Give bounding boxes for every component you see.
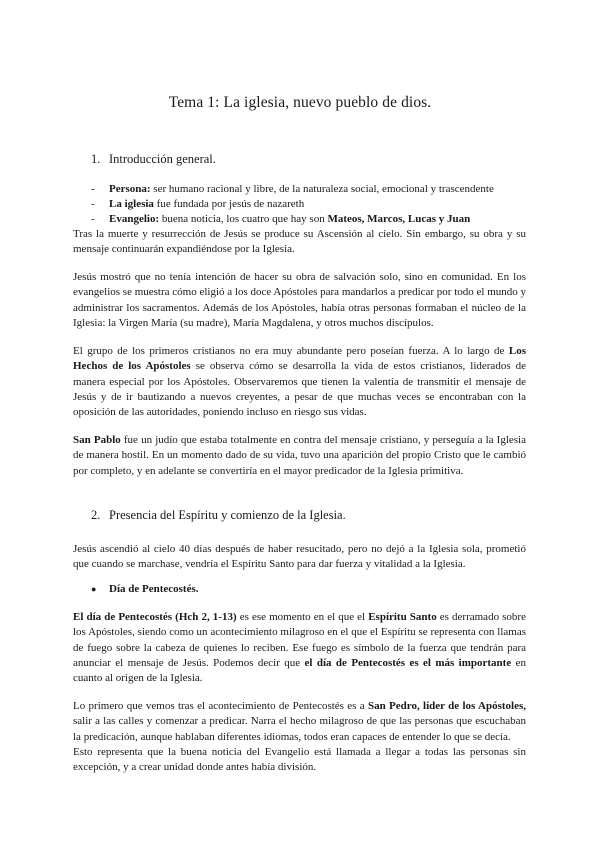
definition: buena noticia, los cuatro que hay son [159,213,328,225]
list-marker: - [91,198,95,210]
definition: ser humano racional y libre, de la naturaleza social, emocional y trascendente [150,183,494,195]
section-title: Introducción general. [109,152,216,166]
section-heading-2 [91,508,346,523]
section-number: 1. [91,152,101,166]
term: Persona: [109,183,151,195]
section-heading-1 [91,152,216,167]
sub-bullet-pentecost [91,583,199,595]
list-item [91,197,531,212]
list-item [91,182,531,197]
paragraph-san-pablo: San Pablo fue un judío que estaba totalmente en contra del mensaje cristiano, y perseguía a la Iglesia de manera hostil. En un momento dado de su vida, tuvo una aparición del propio Cristo que le cambió por completo, y en adelante se convertiría en el mayor predicador de la Iglesia primitiva. [73,434,526,477]
list-marker: - [91,183,95,195]
definition: fue fundada por jesús de nazareth [153,198,305,210]
paragraph-san-pedro: Lo primero que vemos tras el acontecimiento de Pentecostés es a San Pedro, líder de los Apóstoles, salir a las calles y comenzar a predicar. Narra el hecho milagroso de que las personas que escuchaban la predicación, aunque hablaban diferentes idiomas, todos eran capaces de entender lo que se decía. [73,700,526,743]
paragraph-first-christians: El grupo de los primeros cristianos no era muy abundante pero poseían fuerza. A lo largo de Los Hechos de los Apóstoles se observa cómo se desarrolla la vida de estos cristianos, liderados de manera especial por los Apóstoles. Observaremos que tienen la valentía de transmitir el mensaje de Jesús y de ir bautizando a nuevos creyentes, a pesar de que muchas veces se encontraban con la oposición de las autoridades, poniendo incluso en riesgo sus vidas. [73,345,526,419]
bullet-dot: ● [91,584,97,594]
section-title: Presencia del Espíritu y comienzo de la Iglesia. [109,508,346,522]
paragraph-pentecost: El día de Pentecostés (Hch 2, 1-13) es ese momento en el que el Espíritu Santo es derramado sobre los Apóstoles, siendo como un acontecimiento milagroso en el que el Espíritu se representa con llamas de fuego sobre la cabeza de quienes lo reciben. Ese fuego es símbolo de la fuerza que tendrán para anunciar el mensaje de Jesús. Podemos decir que el día de Pentecostés es el más importante en cuanto al origen de la Iglesia. [73,611,526,685]
list-item [91,212,531,227]
paragraph-gospel-unity: Esto representa que la buena noticia del Evangelio está llamada a llegar a todas las personas sin excepción, y a crear unidad donde antes había división. [73,746,526,774]
paragraph-ascension: Tras la muerte y resurrección de Jesús se produce su Ascensión al cielo. Sin embargo, su obra y su mensaje continuarán expandiéndose por la Iglesia. [73,228,526,256]
term: La iglesia [109,198,154,210]
paragraph-holy-spirit-promise: Jesús ascendió al cielo 40 días después de haber resucitado, pero no dejó a la Iglesia sola, prometió que cuando se marchase, vendría el Espíritu Santo para dar fuerza y vitalidad a la Iglesia. [73,543,526,571]
document-title: Tema 1: La iglesia, nuevo pueblo de dios. [168,94,432,111]
term: Evangelio: [109,213,160,225]
definition-list [91,182,531,227]
evangelists: Mateos, Marcos, Lucas y Juan [327,213,471,225]
list-marker: - [91,213,95,225]
paragraph-apostles: Jesús mostró que no tenía intención de hacer su obra de salvación solo, sino en comunidad. En los evangelios se muestra cómo eligió a los doce Apóstoles para mandarlos a predicar por todo el mundo y administrar los sacramentos. Además de los Apóstoles, había otras personas formaban el núcleo de la Iglesia: la Virgen María (su madre), María Magdalena, y otros muchos discípulos. [73,271,527,329]
section-number: 2. [91,508,101,522]
sub-bullet-label: Día de Pentecostés. [109,583,199,595]
